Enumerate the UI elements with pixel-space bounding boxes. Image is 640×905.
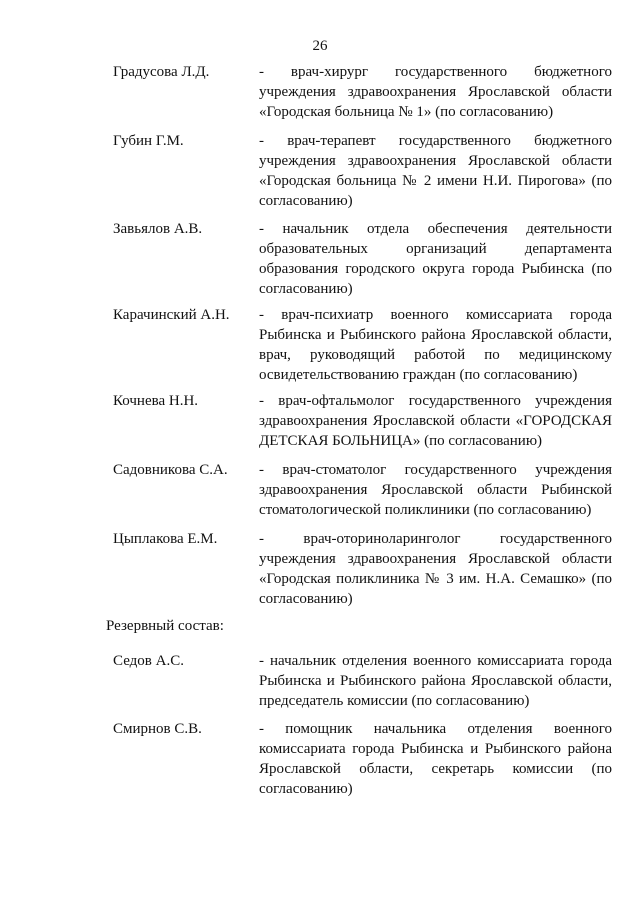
member-name: Седов А.С. (113, 653, 184, 669)
member-position: - врач-терапевт государственного бюджетного учреждения здравоохранения Ярославской области «Городская больница № 2 имени Н.И. Пирогова» (по согласованию) (259, 133, 612, 209)
member-position: - помощник начальника отделения военного комиссариата города Рыбинска и Рыбинского района Ярославской области, секретарь комиссии (по согласованию) (259, 721, 612, 797)
member-position: - врач-хирург государственного бюджетного учреждения здравоохранения Ярославской области «Городская больница № 1» (по согласованию) (259, 64, 612, 120)
member-name: Цыплакова Е.М. (113, 531, 218, 547)
member-position: - начальник отдела обеспечения деятельности образовательных организаций департамента образования городского округа города Рыбинска (по согласованию) (259, 221, 612, 297)
member-position: - врач-оториноларинголог государственного учреждения здравоохранения Ярославской области «Городская поликлиника № 3 им. Н.А. Семашко» (по согласованию) (259, 531, 612, 607)
member-name: Смирнов С.В. (113, 721, 202, 737)
member-position: - врач-офтальмолог государственного учреждения здравоохранения Ярославской области «ГОРОДСКАЯ ДЕТСКАЯ БОЛЬНИЦА» (по согласованию) (259, 393, 612, 449)
member-name: Завьялов А.В. (113, 221, 203, 237)
member-name: Садовникова С.А. (113, 462, 228, 478)
member-name: Карачинский А.Н. (113, 307, 230, 323)
reserve-heading: Резервный состав: (106, 618, 224, 634)
member-name: Губин Г.М. (113, 133, 184, 149)
member-position: - врач-стоматолог государственного учреждения здравоохранения Ярославской области Рыбинской стоматологической поликлиники (по согласованию) (259, 462, 612, 518)
member-position: - врач-психиатр военного комиссариата города Рыбинска и Рыбинского района Ярославской области, врач, руководящий работой по медицинскому освидетельствованию граждан (по согласованию) (259, 307, 612, 383)
member-position: - начальник отделения военного комиссариата города Рыбинска и Рыбинского района Ярославской области, председатель комиссии (по согласованию) (259, 653, 612, 709)
page-number: 26 (312, 38, 328, 54)
member-name: Кочнева Н.Н. (113, 393, 199, 409)
member-name: Градусова Л.Д. (113, 64, 210, 80)
